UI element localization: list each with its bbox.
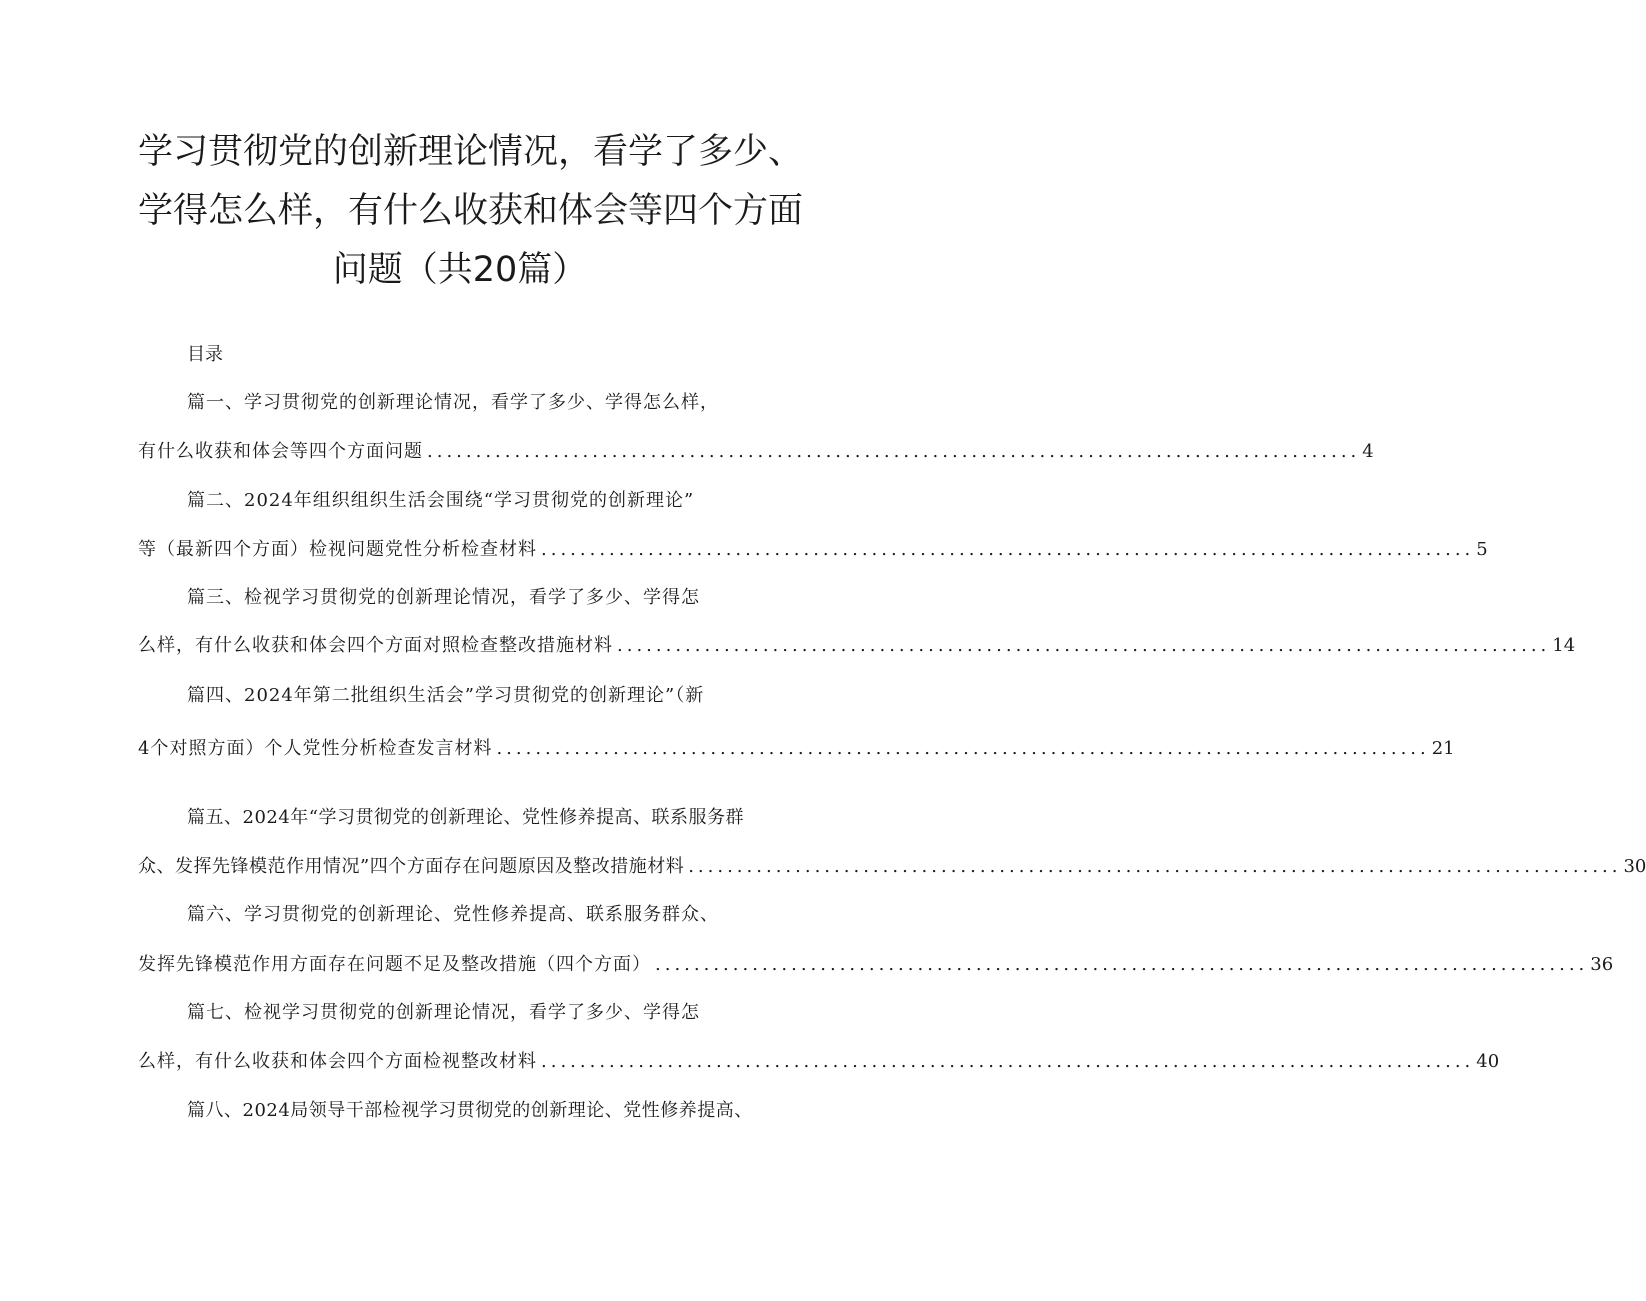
toc-leader-dots: ................................................................................................	[541, 1051, 1475, 1072]
toc-leader-dots: ................................................................................................	[655, 954, 1589, 975]
toc-entry-8-line-1: 篇八、2024局领导干部检视学习贯彻党的创新理论、党性修养提高、	[187, 1100, 753, 1121]
toc-entry-1-line-1: 篇一、学习贯彻党的创新理论情况，看学了多少、学得怎么样，	[187, 392, 719, 413]
toc-entry-5-line-2[interactable]	[138, 852, 1646, 882]
toc-heading: 目录	[187, 344, 223, 365]
toc-entry-text: 发挥先锋模范作用方面存在问题不足及整改措施（四个方面）	[138, 954, 651, 975]
toc-entry-3-line-2[interactable]	[138, 631, 1576, 661]
toc-leader-dots: ................................................................................................	[688, 856, 1622, 877]
toc-entry-2-line-1: 篇二、2024年组织组织生活会围绕“学习贯彻党的创新理论”	[187, 490, 695, 511]
toc-entry-text: 有什么收获和体会等四个方面问题	[138, 441, 423, 462]
toc-entry-text: 4个对照方面）个人党性分析检查发言材料	[138, 738, 493, 759]
toc-entry-7-line-1: 篇七、检视学习贯彻党的创新理论情况，看学了多少、学得怎	[187, 1002, 700, 1023]
toc-entry-text: 等（最新四个方面）检视问题党性分析检查材料	[138, 539, 537, 560]
toc-entry-6-line-1: 篇六、学习贯彻党的创新理论、党性修养提高、联系服务群众、	[187, 904, 719, 925]
toc-entry-2-line-2[interactable]	[138, 535, 1488, 565]
toc-page-number: 30	[1623, 856, 1646, 877]
title-line-1: 学习贯彻党的创新理论情况，看学了多少、	[138, 132, 804, 172]
toc-entry-text: 么样，有什么收获和体会四个方面对照检查整改措施材料	[138, 635, 613, 656]
toc-entry-6-line-2[interactable]	[138, 950, 1614, 980]
toc-leader-dots: ................................................................................................	[541, 539, 1475, 560]
toc-page-number: 4	[1362, 441, 1374, 462]
toc-entry-7-line-2[interactable]	[138, 1047, 1500, 1077]
toc-leader-dots: ................................................................................................	[617, 635, 1551, 656]
toc-page-number: 40	[1476, 1051, 1500, 1072]
title-line-2: 学得怎么样，有什么收获和体会等四个方面	[138, 191, 804, 231]
toc-entry-4-line-1: 篇四、2024年第二批组织生活会”学习贯彻党的创新理论”（新	[187, 685, 705, 706]
toc-entry-text: 众、发挥先锋模范作用情况”四个方面存在问题原因及整改措施材料	[138, 856, 685, 877]
toc-entry-3-line-1: 篇三、检视学习贯彻党的创新理论情况，看学了多少、学得怎	[187, 587, 700, 608]
toc-page-number: 21	[1431, 738, 1455, 759]
toc-leader-dots: ................................................................................................	[496, 738, 1430, 759]
toc-page-number: 5	[1476, 539, 1488, 560]
toc-page-number: 36	[1590, 954, 1614, 975]
toc-page-number: 14	[1552, 635, 1576, 656]
title-line-3: 问题（共20篇）	[332, 250, 588, 290]
toc-entry-text: 么样，有什么收获和体会四个方面检视整改材料	[138, 1051, 537, 1072]
toc-entry-1-line-2[interactable]	[138, 437, 1374, 467]
toc-entry-4-line-2[interactable]	[138, 734, 1455, 764]
toc-entry-5-line-1: 篇五、2024年“学习贯彻党的创新理论、党性修养提高、联系服务群	[187, 807, 745, 828]
toc-leader-dots: ................................................................................................	[427, 441, 1361, 462]
